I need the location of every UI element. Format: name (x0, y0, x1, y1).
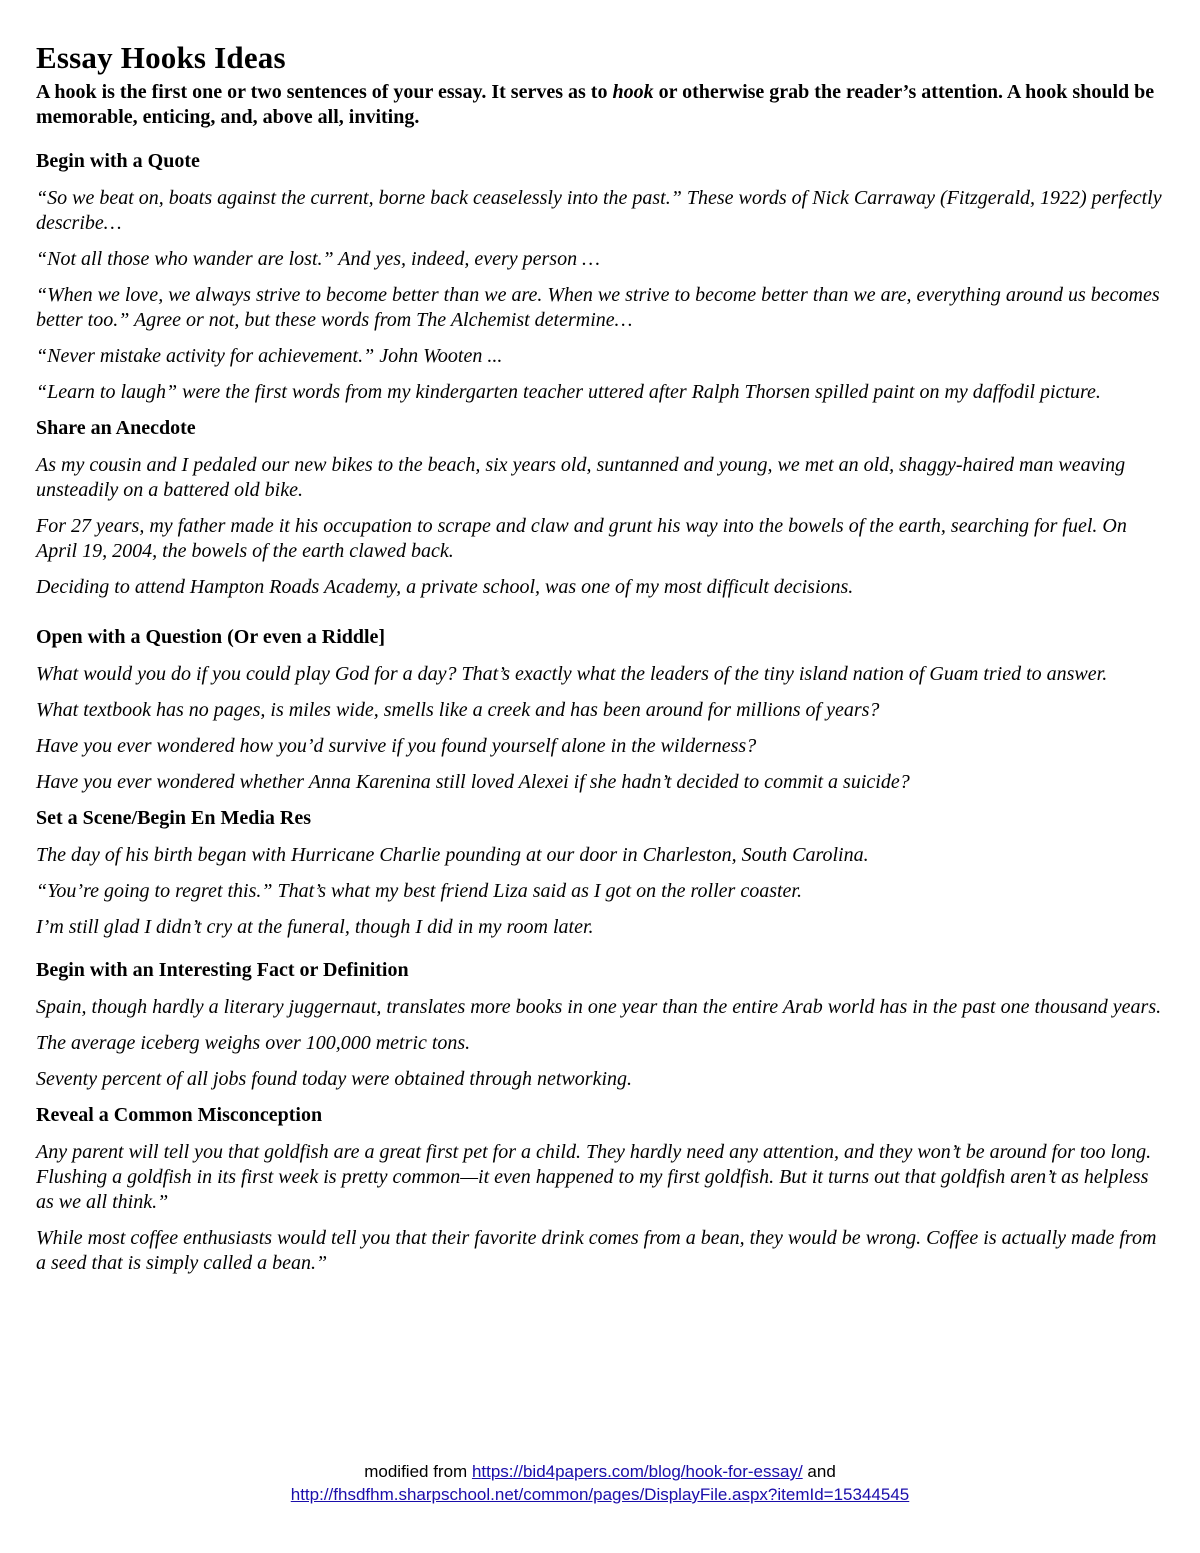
footer-line-2 (0, 1483, 1200, 1506)
intro-emphasis: hook (612, 81, 654, 103)
example-text: As my cousin and I pedaled our new bikes to the beach, six years old, suntanned and young, we met an old, shaggy-haired man weaving unsteadily on a battered old bike. (36, 454, 1126, 501)
intro-text-after: or otherwise grab the reader’s attention. A hook should be memorable, enticing, and, above all, inviting. (36, 81, 1155, 128)
footer-and: and (807, 1462, 836, 1481)
section-heading: Reveal a Common Misconception (36, 1104, 323, 1126)
footer-line-1 (0, 1460, 1200, 1483)
section-heading: Begin with a Quote (36, 150, 200, 172)
example-text: Seventy percent of all jobs found today were obtained through networking. (36, 1068, 633, 1090)
example-text: “When we love, we always strive to become better than we are. When we strive to become better than we are, everything around us becomes better too.” Agree or not, but these words from The Alchemist determine… (36, 284, 1160, 331)
section-question (36, 624, 1168, 795)
source-link-bid4papers[interactable]: https://bid4papers.com/blog/hook-for-essay/ (471, 1462, 803, 1481)
section-heading: Set a Scene/Begin En Media Res (36, 807, 311, 829)
section-fact (36, 957, 1168, 1092)
footer-prefix: modified from (364, 1462, 468, 1481)
example-text: Spain, though hardly a literary juggernaut, translates more books in one year than the entire Arab world has in the past one thousand years. (36, 996, 1162, 1018)
example-text: “You’re going to regret this.” That’s what my best friend Liza said as I got on the roller coaster. (36, 880, 802, 902)
example-text: Have you ever wondered whether Anna Karenina still loved Alexei if she hadn’t decided to commit a suicide? (36, 771, 910, 793)
intro-paragraph (36, 80, 1168, 130)
example-text: For 27 years, my father made it his occupation to scrape and claw and grunt his way into the bowels of the earth, searching for fuel. On April 19, 2004, the bowels of the earth clawed back. (36, 515, 1127, 562)
example-text: What would you do if you could play God for a day? That’s exactly what the leaders of the tiny island nation of Guam tried to answer. (36, 663, 1108, 685)
document-title: Essay Hooks Ideas (36, 40, 286, 75)
example-text: “So we beat on, boats against the current, borne back ceaselessly into the past.” These words of Nick Carraway (Fitzgerald, 1922) perfectly describe… (36, 187, 1162, 234)
example-text: “Never mistake activity for achievement.” John Wooten ... (36, 345, 503, 367)
section-heading: Share an Anecdote (36, 417, 196, 439)
example-text: “Learn to laugh” were the first words from my kindergarten teacher uttered after Ralph Thorsen spilled paint on my daffodil picture. (36, 381, 1101, 403)
section-heading: Begin with an Interesting Fact or Definition (36, 959, 409, 981)
intro-text-before: A hook is the first one or two sentences of your essay. It serves as to (36, 81, 613, 103)
source-link-sharpschool[interactable]: http://fhsdfhm.sharpschool.net/common/pages/DisplayFile.aspx?itemId=15344545 (290, 1485, 910, 1504)
section-scene (36, 805, 1168, 940)
example-text: What textbook has no pages, is miles wide, smells like a creek and has been around for millions of years? (36, 699, 880, 721)
example-text: While most coffee enthusiasts would tell you that their favorite drink comes from a bean, they would be wrong. Coffee is actually made from a seed that is simply called a bean.” (36, 1227, 1157, 1274)
example-text: I’m still glad I didn’t cry at the funeral, though I did in my room later. (36, 916, 594, 938)
example-text: The average iceberg weighs over 100,000 metric tons. (36, 1032, 471, 1054)
example-text: Any parent will tell you that goldfish are a great first pet for a child. They hardly need any attention, and they won’t be around for too long. Flushing a goldfish in its first week is pretty common—it even happened to my first goldfish. But it turns out that goldfish aren’t as helpless as we all think.” (36, 1141, 1152, 1213)
example-text: The day of his birth began with Hurricane Charlie pounding at our door in Charleston, South Carolina. (36, 844, 869, 866)
section-anecdote (36, 415, 1168, 600)
example-text: Have you ever wondered how you’d survive if you found yourself alone in the wilderness? (36, 735, 757, 757)
section-quote (36, 148, 1168, 405)
document-page (36, 40, 1168, 1276)
example-text: “Not all those who wander are lost.” And yes, indeed, every person … (36, 248, 600, 270)
footer-credits (0, 1460, 1200, 1506)
section-heading: Open with a Question (Or even a Riddle] (36, 626, 386, 648)
example-text: Deciding to attend Hampton Roads Academy, a private school, was one of my most difficult decisions. (36, 576, 854, 598)
section-misconception (36, 1102, 1168, 1276)
